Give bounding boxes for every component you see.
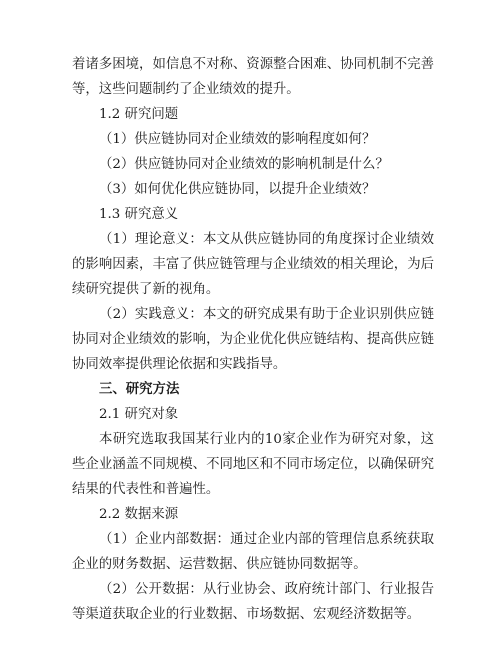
paragraph-research-subjects: 本研究选取我国某行业内的10家企业作为研究对象，这些企业涵盖不同规模、不同地区和不同市场定位，以确保研究结果的代表性和普遍性。 (72, 432, 434, 497)
heading-2-1-research-subjects: 2.1 研究对象 (99, 407, 179, 422)
heading-research-methods: 三、研究方法 (99, 381, 180, 397)
paragraph-practical-significance: （2）实践意义：本文的研究成果有助于企业识别供应链协同对企业绩效的影响，为企业优化供应链结构、提高供应链协同效率提供理论依据和实践指导。 (72, 307, 434, 372)
heading-1-2-research-questions: 1.2 研究问题 (99, 107, 179, 122)
paragraph-intro-continuation: 着诸多困境，如信息不对称、资源整合困难、协同机制不完善等，这些问题制约了企业绩效的提升。 (72, 57, 434, 97)
paragraph-internal-data: （1）企业内部数据：通过企业内部的管理信息系统获取企业的财务数据、运营数据、供应链协同数据等。 (72, 532, 434, 572)
document-body (72, 52, 434, 627)
paragraph-theoretical-significance: （1）理论意义：本文从供应链协同的角度探讨企业绩效的影响因素，丰富了供应链管理与企业绩效的相关理论，为后续研究提供了新的视角。 (72, 232, 434, 297)
heading-1-3-research-significance: 1.3 研究意义 (99, 207, 179, 222)
question-2: （2）供应链协同对企业绩效的影响机制是什么？ (99, 157, 389, 172)
heading-2-2-data-sources: 2.2 数据来源 (99, 507, 179, 522)
question-1: （1）供应链协同对企业绩效的影响程度如何？ (99, 132, 376, 147)
question-3: （3）如何优化供应链协同，以提升企业绩效？ (99, 182, 376, 197)
paragraph-public-data: （2）公开数据：从行业协会、政府统计部门、行业报告等渠道获取企业的行业数据、市场数据、宏观经济数据等。 (72, 582, 434, 622)
